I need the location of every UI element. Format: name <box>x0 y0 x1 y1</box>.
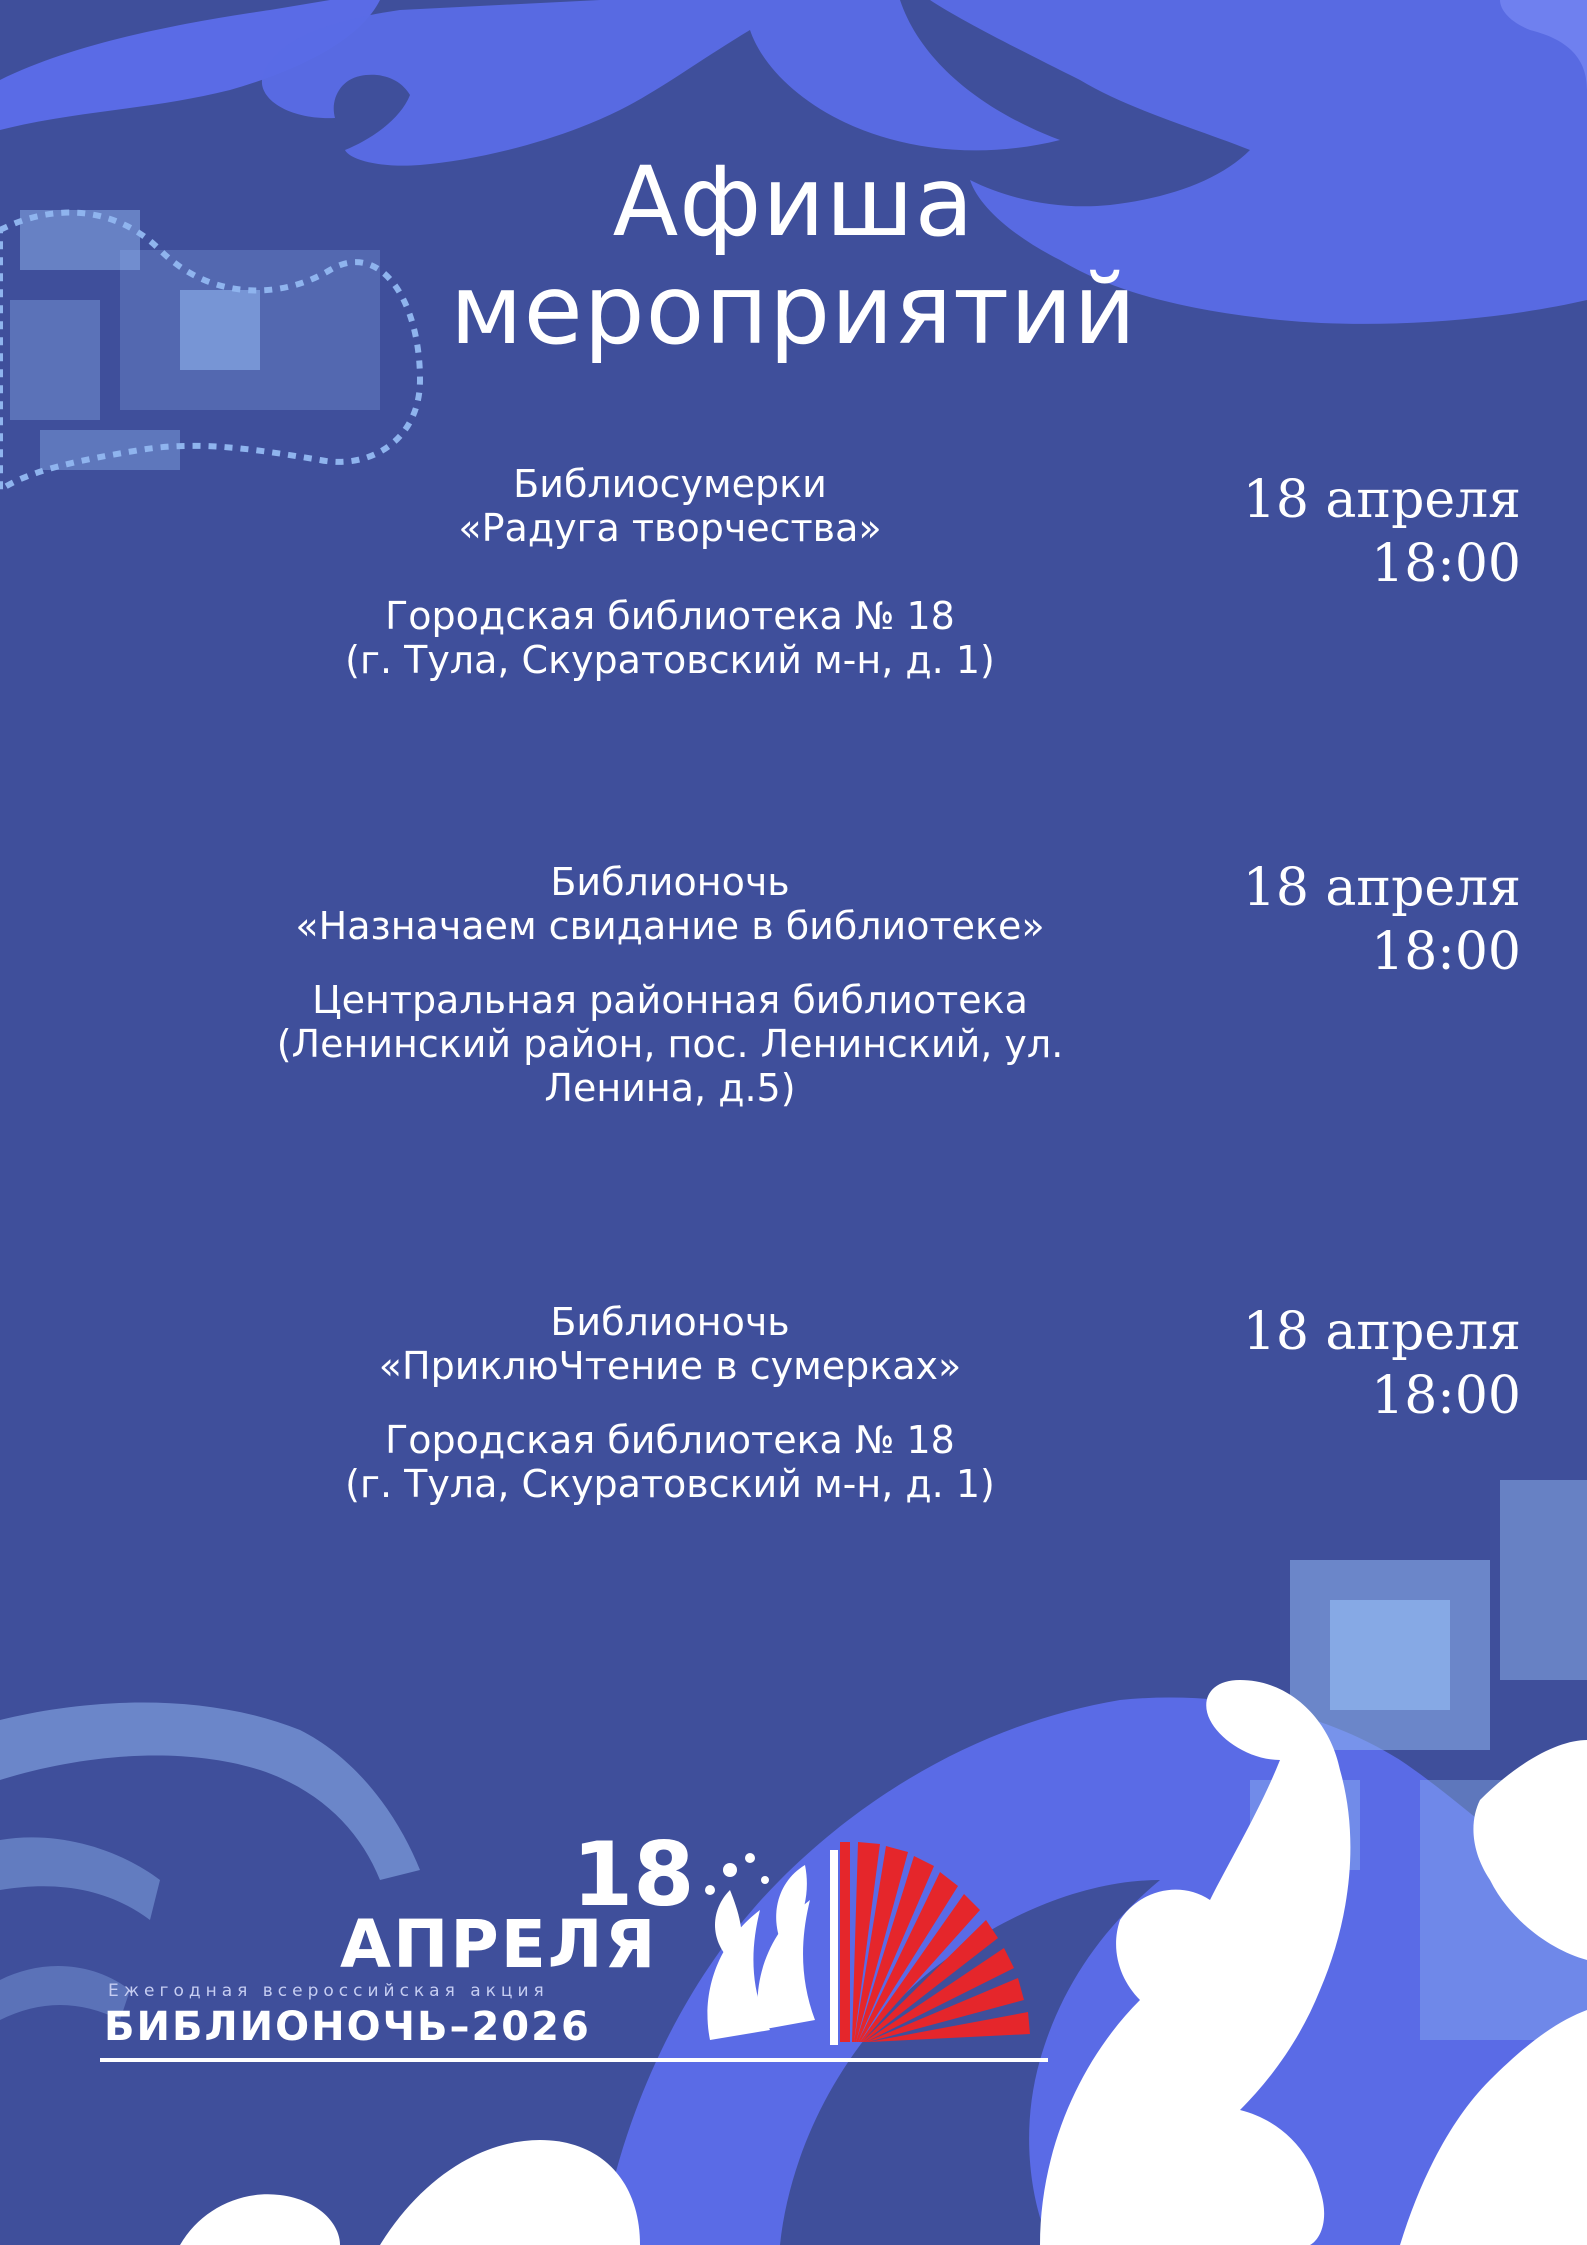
event-2-details <box>180 860 1160 1110</box>
logo-subtitle: Ежегодная всероссийская акция <box>108 1981 549 2001</box>
logo-name: БИБЛИОНОЧЬ–2026 <box>104 2004 591 2050</box>
bibliochnoch-logo <box>100 1823 1060 2070</box>
event-3-type: Библионочь <box>550 1300 790 1344</box>
logo-fan-icon <box>840 1842 1050 2042</box>
event-1-date: 18 апреля <box>1242 470 1521 530</box>
event-1-venue: Городская библиотека № 18 <box>385 594 955 638</box>
title-line-1: Афиша <box>612 146 975 258</box>
event-1-address: (г. Тула, Скуратовский м-н, д. 1) <box>345 638 995 682</box>
event-3-datetime <box>1243 1300 1521 1428</box>
logo-day: 18 <box>572 1823 695 1926</box>
event-3-date: 18 апреля <box>1242 1302 1521 1362</box>
event-3-name: «ПриклюЧтение в сумерках» <box>378 1344 962 1388</box>
event-1-datetime <box>1243 468 1521 596</box>
page-title <box>0 148 1587 364</box>
logo-month: АПРЕЛЯ <box>340 1906 658 1983</box>
event-3-address: (г. Тула, Скуратовский м-н, д. 1) <box>345 1462 995 1506</box>
event-2-date: 18 апреля <box>1242 858 1521 918</box>
event-2-datetime <box>1243 856 1521 984</box>
event-1-details <box>180 462 1160 682</box>
event-3-venue: Городская библиотека № 18 <box>385 1418 955 1462</box>
title-line-2: мероприятий <box>450 254 1137 366</box>
event-2-type: Библионочь <box>550 860 790 904</box>
event-2-venue: Центральная районная библиотека <box>312 978 1028 1022</box>
event-2-address: (Ленинский район, пос. Ленинский, ул. Ленина, д.5) <box>276 1022 1064 1110</box>
event-2-name: «Назначаем свидание в библиотеке» <box>295 904 1045 948</box>
event-3-time: 18:00 <box>1371 1366 1521 1426</box>
logo-underline <box>100 2058 1048 2062</box>
event-2-time: 18:00 <box>1371 922 1521 982</box>
logo-floral-icon <box>690 1840 840 2050</box>
event-3-details <box>180 1300 1160 1506</box>
event-1-type: Библиосумерки <box>513 462 827 506</box>
event-1-name: «Радуга творчества» <box>458 506 882 550</box>
event-1-time: 18:00 <box>1371 534 1521 594</box>
